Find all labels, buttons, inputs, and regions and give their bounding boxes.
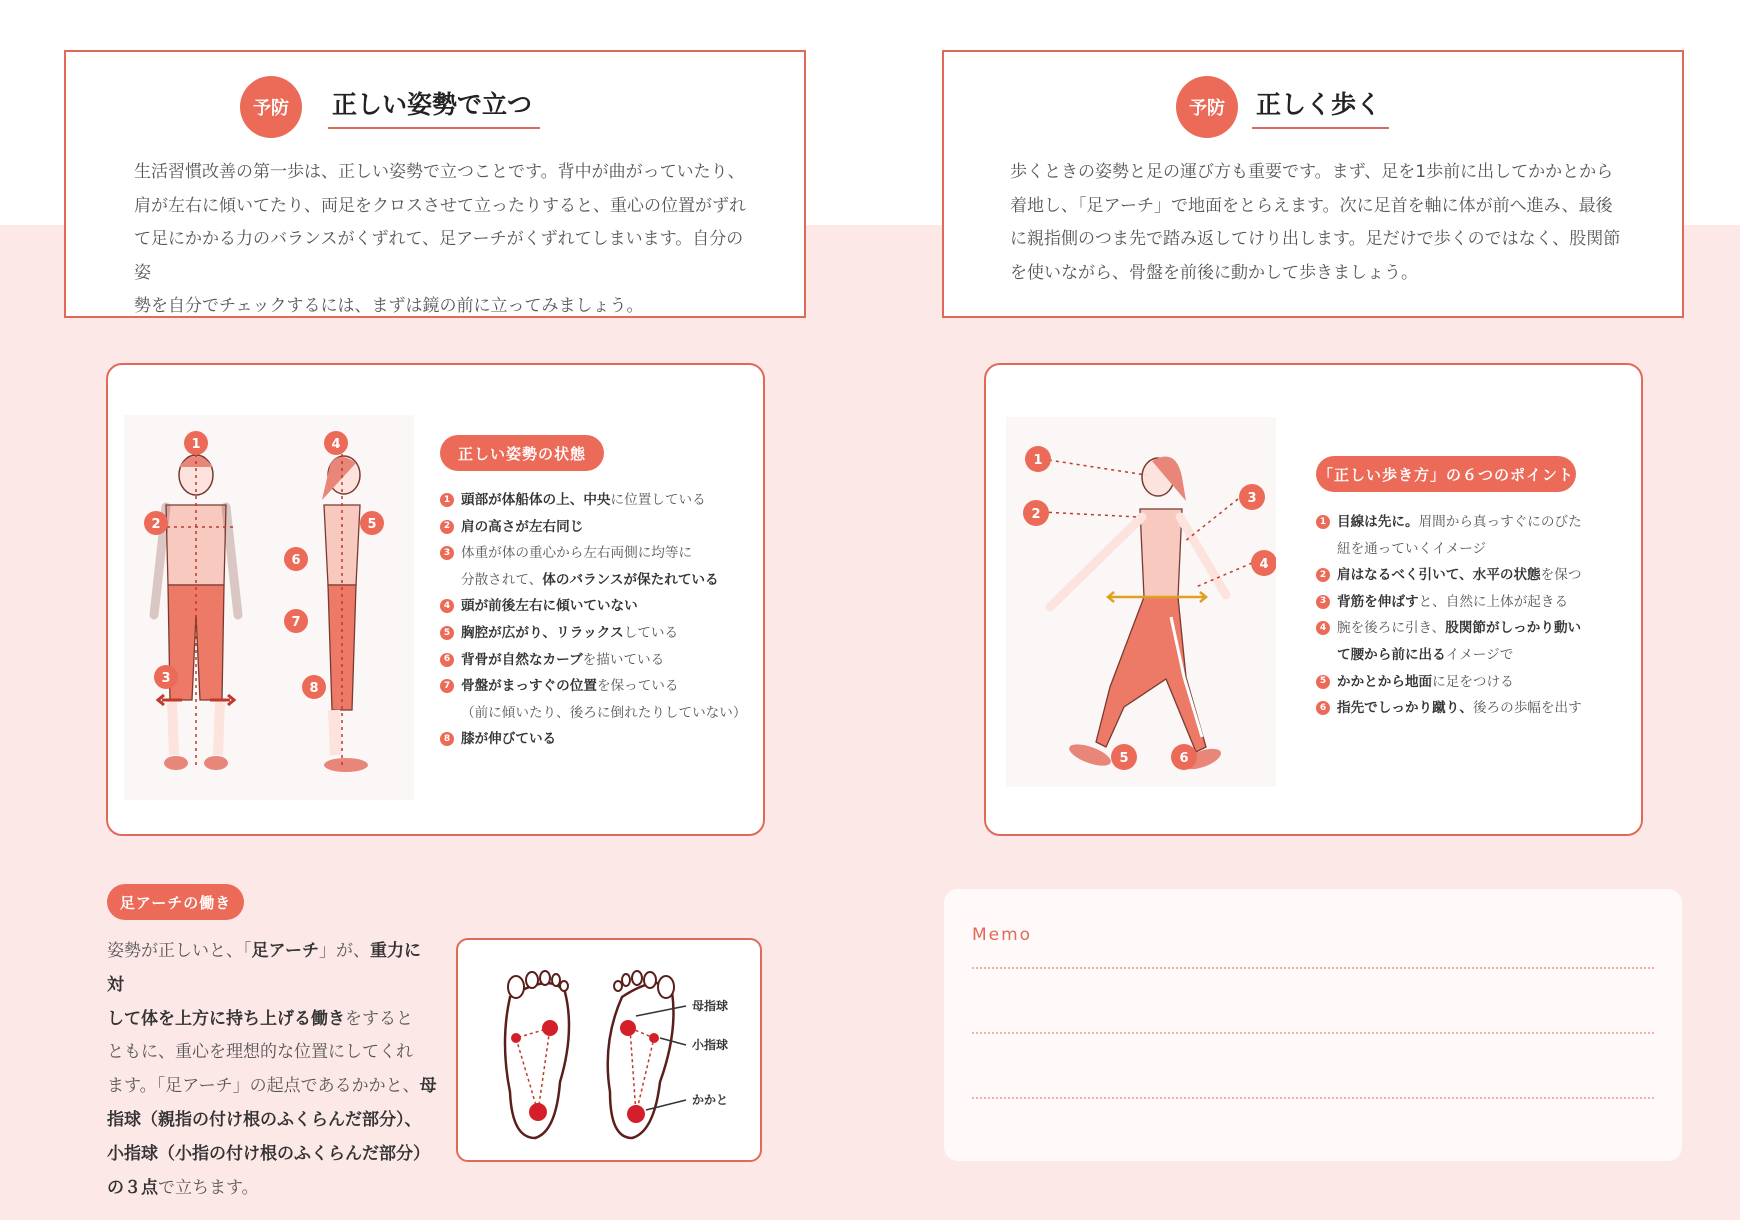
memo-line[interactable] (972, 1097, 1654, 1099)
posture-point: 2 肩の高さが左右同じ (440, 514, 746, 541)
walking-title: 正しく歩く (1252, 85, 1389, 129)
foot-arch-card (456, 938, 762, 1162)
posture-pill: 正しい姿勢の状態 (440, 435, 604, 471)
svg-text:3: 3 (161, 671, 171, 686)
arch-pill: 足アーチの働き (107, 884, 244, 920)
prevention-badge: 予防 (1176, 76, 1238, 138)
svg-text:母指球: 母指球 (692, 999, 729, 1013)
svg-text:2: 2 (151, 517, 161, 532)
memo-panel (944, 889, 1682, 1161)
memo-line[interactable] (972, 1032, 1654, 1034)
memo-line[interactable] (972, 967, 1654, 969)
walking-points-pill: 「正しい歩き方」の６つのポイント (1316, 456, 1576, 492)
posture-point: 分散されて、 体のバランスが保たれている (461, 571, 719, 588)
walking-point: 1 目線は先に。眉間から真っすぐにのびた (1316, 509, 1582, 536)
arch-description: 姿勢が正しいと、「足アーチ」が、重力に対 して体を上方に持ち上げる働きをすると ともに、重心を理想的な位置にしてくれ ます。「足アーチ」の起点であるかかと、母 指球（親指の付け根のふくらんだ部分）、 小指球（小指の付け根のふくらんだ部分） の３点で立ちます。 (107, 941, 437, 1198)
foot-arch-diagram (460, 942, 760, 1160)
standing-body: 生活習慣改善の第一歩は、正しい姿勢で立つことです。背中が曲がっていたり、 肩が左右に傾いてたり、両足をクロスさせて立ったりすると、重心の位置がずれ て足にかかる力のバランスがくずれて、足アーチがくずれてしまいます。自分の姿 勢を自分でチェックするには、まずは鏡の前に立ってみましょう。 (134, 162, 746, 316)
posture-point: 7 骨盤がまっすぐの位置を保っている (440, 673, 746, 700)
walking-intro-box (942, 50, 1684, 318)
svg-text:3: 3 (1247, 491, 1257, 506)
standing-intro-box (64, 50, 806, 318)
walking-point: 5 かかとから地面に足をつける (1316, 669, 1582, 696)
svg-text:かかと: かかと (692, 1093, 729, 1107)
svg-text:1: 1 (191, 437, 201, 452)
posture-point: （前に傾いたり、後ろに倒れたりしていない） (461, 704, 747, 721)
posture-point: 5 胸腔が広がり、リラックスしている (440, 620, 746, 647)
prevention-badge: 予防 (240, 76, 302, 138)
walking-point: 3 背筋を伸ばすと、自然に上体が起きる (1316, 589, 1582, 616)
svg-text:6: 6 (291, 553, 301, 568)
posture-point: 3 体重が体の重心から左右両側に均等に (440, 540, 746, 567)
walking-body: 歩くときの姿勢と足の運び方も重要です。まず、足を1歩前に出してかかとから 着地し、「足アーチ」で地面をとらえます。次に足首を軸に体が前へ進み、最後 に親指側のつま先で踏み返してけり出します。足だけで歩くのではなく、股関節 を使いながら、骨盤を前後に動かして歩きましょう。 (1010, 162, 1621, 283)
walking-point: 紐を通っていくイメージ (1337, 540, 1487, 557)
svg-text:6: 6 (1179, 751, 1189, 766)
walking-illustration (1006, 417, 1276, 787)
svg-text:小指球: 小指球 (692, 1038, 729, 1052)
posture-point: 6 背骨が自然なカーブを描いている (440, 647, 746, 674)
svg-text:7: 7 (291, 615, 301, 630)
posture-point: 4 頭が前後左右に傾いていない (440, 593, 746, 620)
posture-points-list (440, 487, 746, 753)
memo-title: Memo (972, 925, 1033, 945)
walking-point: て腰から前に出るイメージで (1337, 646, 1514, 663)
posture-card (106, 363, 765, 836)
walking-points-list (1316, 509, 1582, 722)
svg-text:2: 2 (1031, 507, 1041, 522)
walking-point: 6 指先でしっかり蹴り、後ろの歩幅を出す (1316, 695, 1582, 722)
svg-text:8: 8 (309, 681, 319, 696)
posture-point: 1 頭部が体船体の上、中央に位置している (440, 487, 746, 514)
walking-point: 4 腕を後ろに引き、股関節がしっかり動い (1316, 615, 1582, 642)
posture-point: 8 膝が伸びている (440, 726, 746, 753)
walking-card (984, 363, 1643, 836)
svg-text:5: 5 (367, 517, 377, 532)
svg-text:1: 1 (1033, 453, 1043, 468)
standing-title: 正しい姿勢で立つ (328, 85, 540, 129)
posture-illustration (124, 415, 414, 800)
svg-text:5: 5 (1119, 751, 1129, 766)
walking-point: 2 肩はなるべく引いて、水平の状態を保つ (1316, 562, 1582, 589)
svg-text:4: 4 (331, 437, 341, 452)
svg-text:4: 4 (1259, 557, 1269, 572)
